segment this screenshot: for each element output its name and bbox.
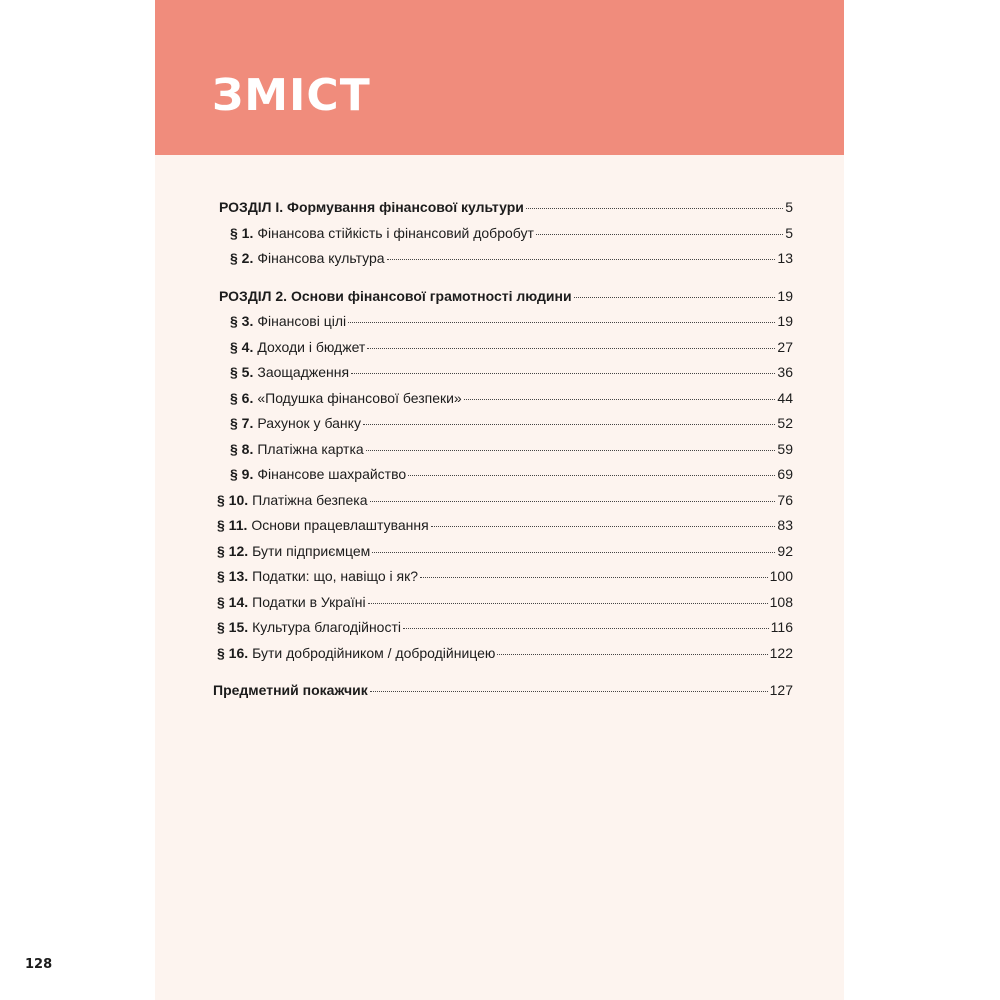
toc-entry-page: 100: [769, 568, 793, 584]
toc-entry-section: § 2.: [230, 250, 254, 266]
toc-entry-section: § 7.: [230, 415, 254, 431]
toc-entry-section: § 1.: [230, 225, 254, 241]
toc-entry-section: § 12.: [217, 543, 249, 559]
dot-leader: [464, 399, 776, 400]
toc-entry-page: 27: [777, 339, 793, 355]
toc-entry-title: Податки: що, навіщо і як?: [252, 568, 418, 584]
toc-entry-section: § 11.: [217, 517, 248, 533]
toc-entry-2[interactable]: [230, 250, 793, 274]
toc-entry-section: § 15.: [217, 619, 249, 635]
toc-entry-title: Предметний покажчик: [213, 682, 368, 698]
toc-entry-title: Платіжна картка: [257, 441, 364, 457]
dot-leader: [536, 234, 783, 235]
toc-entry-section: § 10.: [217, 492, 249, 508]
toc-entry-title: Фінансова стійкість і фінансовий добробут: [257, 225, 534, 241]
toc-entry-page: 59: [777, 441, 793, 457]
toc-entry-title: Податки в Україні: [252, 594, 366, 610]
toc-entry-section: § 6.: [230, 390, 254, 406]
toc-entry-page: 69: [777, 466, 793, 482]
toc-entry-page: 52: [777, 415, 793, 431]
dot-leader: [420, 577, 768, 578]
dot-leader: [368, 603, 768, 604]
toc-entry-section: § 13.: [217, 568, 249, 584]
toc-entry-title: «Подушка фінансової безпеки»: [257, 390, 462, 406]
toc-entry-title: Фінансові цілі: [257, 313, 347, 329]
toc-entry-10[interactable]: [217, 492, 793, 516]
dot-leader: [370, 691, 768, 692]
dot-leader: [403, 628, 769, 629]
dot-leader: [351, 373, 775, 374]
toc-entry-title: Бути добродійником / добродійницею: [252, 645, 496, 661]
toc-entry-12[interactable]: [217, 543, 793, 567]
toc-entry-page: 127: [769, 682, 793, 698]
toc-entry-7[interactable]: [230, 415, 793, 439]
dot-leader: [497, 654, 767, 655]
toc-entry-index[interactable]: [213, 682, 793, 706]
toc-entry-section: § 16.: [217, 645, 249, 661]
toc-entry-title: Фінансова культура: [257, 250, 385, 266]
toc-entry-title: Доходи і бюджет: [257, 339, 366, 355]
toc-entry-page: 44: [777, 390, 793, 406]
table-of-contents: [155, 0, 844, 1000]
toc-entry-chapter-2[interactable]: [219, 288, 793, 312]
toc-entry-title: Фінансове шахрайство: [257, 466, 407, 482]
toc-entry-13[interactable]: [217, 568, 793, 592]
toc-entry-3[interactable]: [230, 313, 793, 337]
toc-entry-section: § 4.: [230, 339, 254, 355]
toc-entry-title: Рахунок у банку: [257, 415, 361, 431]
toc-entry-page: 36: [777, 364, 793, 380]
dot-leader: [363, 424, 775, 425]
dot-leader: [431, 526, 776, 527]
toc-entry-11[interactable]: [217, 517, 793, 541]
toc-entry-title: РОЗДІЛ 2. Основи фінансової грамотності людини: [219, 288, 572, 304]
toc-entry-page: 13: [777, 250, 793, 266]
dot-leader: [387, 259, 776, 260]
toc-entry-title: Бути підприємцем: [252, 543, 371, 559]
dot-leader: [408, 475, 775, 476]
toc-entry-page: 5: [785, 199, 793, 215]
toc-entry-title: Культура благодійності: [252, 619, 401, 635]
dot-leader: [574, 297, 776, 298]
toc-entry-title: Основи працевлаштування: [251, 517, 429, 533]
toc-entry-14[interactable]: [217, 594, 793, 618]
toc-entry-page: 92: [777, 543, 793, 559]
toc-entry-15[interactable]: [217, 619, 793, 643]
toc-entry-title: РОЗДІЛ І. Формування фінансової культури: [219, 199, 524, 215]
toc-entry-1[interactable]: [230, 225, 793, 249]
dot-leader: [526, 208, 783, 209]
toc-entry-section: § 8.: [230, 441, 254, 457]
toc-entry-chapter-1[interactable]: [219, 199, 793, 223]
toc-entry-page: 108: [769, 594, 793, 610]
toc-entry-title: Платіжна безпека: [252, 492, 368, 508]
dot-leader: [370, 501, 776, 502]
toc-entry-page: 5: [785, 225, 793, 241]
toc-entry-page: 19: [777, 313, 793, 329]
toc-entry-section: § 3.: [230, 313, 254, 329]
toc-entry-5[interactable]: [230, 364, 793, 388]
toc-entry-section: § 5.: [230, 364, 254, 380]
page-number: 128: [25, 957, 53, 972]
toc-entry-16[interactable]: [217, 645, 793, 669]
book-page: [155, 0, 844, 1000]
toc-entry-section: § 9.: [230, 466, 254, 482]
dot-leader: [372, 552, 775, 553]
page-title: ЗМІСТ: [212, 70, 371, 121]
toc-entry-page: 122: [769, 645, 793, 661]
toc-entry-4[interactable]: [230, 339, 793, 363]
dot-leader: [367, 348, 775, 349]
toc-entry-page: 19: [777, 288, 793, 304]
toc-entry-title: Заощадження: [257, 364, 350, 380]
dot-leader: [348, 322, 775, 323]
toc-entry-6[interactable]: [230, 390, 793, 414]
toc-entry-page: 116: [770, 619, 793, 635]
dot-leader: [366, 450, 776, 451]
toc-entry-page: 76: [777, 492, 793, 508]
toc-entry-9[interactable]: [230, 466, 793, 490]
toc-entry-8[interactable]: [230, 441, 793, 465]
toc-entry-section: § 14.: [217, 594, 249, 610]
toc-entry-page: 83: [777, 517, 793, 533]
